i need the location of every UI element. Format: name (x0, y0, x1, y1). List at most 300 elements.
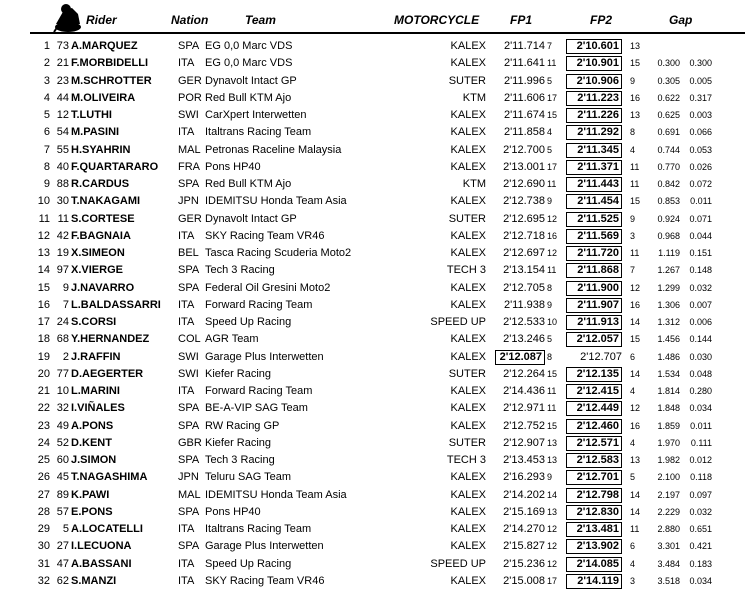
fp1-laps: 11 (547, 403, 557, 414)
fp2-time: 2'13.902 (566, 539, 622, 554)
nation: ITA (178, 57, 195, 70)
position: 15 (37, 281, 50, 294)
fp1-time: 2'14.270 (503, 523, 545, 535)
position: 2 (43, 57, 50, 70)
bike-number: 49 (56, 419, 69, 432)
fp1-time: 2'15.169 (503, 505, 545, 518)
motorcycle: KALEX (450, 419, 486, 432)
table-header (0, 0, 745, 36)
gap-previous: 0.118 (690, 472, 712, 483)
position: 27 (37, 488, 50, 501)
table-row (0, 383, 745, 400)
team-name: BE-A-VIP SAG Team (205, 402, 308, 415)
nation: MAL (178, 143, 201, 156)
position: 12 (37, 229, 50, 242)
gap-first: 0.924 (657, 213, 680, 224)
fp2-laps: 6 (630, 351, 636, 362)
motorcycle: KALEX (450, 126, 486, 139)
fp1-time: 2'11.938 (503, 298, 545, 311)
fp1-time: 2'12.971 (503, 402, 545, 415)
table-row (0, 331, 745, 348)
gap-previous: 0.026 (689, 161, 712, 172)
table-row (0, 349, 745, 366)
position: 32 (37, 574, 50, 587)
bike-number: 40 (56, 160, 69, 173)
motorcycle: KALEX (450, 57, 486, 70)
rider-name: L.BALDASSARRI (71, 298, 161, 311)
team-name: Dynavolt Intact GP (205, 74, 297, 87)
team-name: Speed Up Racing (205, 557, 292, 570)
nation: ITA (178, 298, 195, 311)
bike-number: 7 (62, 298, 69, 311)
fp2-laps: 3 (630, 575, 636, 586)
fp1-laps: 11 (547, 386, 557, 396)
nation: SPA (178, 540, 200, 553)
nation: SPA (178, 178, 200, 190)
position: 9 (43, 178, 50, 190)
fp2-laps: 14 (630, 506, 641, 517)
position: 7 (43, 143, 50, 156)
rider-name: S.CORSI (71, 316, 117, 328)
gap-first: 2.197 (657, 489, 680, 500)
fp1-time: 2'12.087 (495, 350, 545, 365)
nation: SWI (178, 109, 199, 121)
gap-previous: 0.144 (689, 334, 712, 345)
motorcycle: KALEX (450, 195, 486, 208)
bike-number: 52 (56, 436, 69, 449)
gap-first: 1.312 (657, 317, 680, 327)
fp1-time: 2'12.907 (503, 436, 545, 449)
fp1-laps: 11 (547, 179, 557, 189)
fp1-laps: 15 (547, 368, 558, 379)
team-name: Garage Plus Interwetten (205, 350, 324, 363)
fp1-laps: 8 (547, 351, 553, 362)
fp1-time: 2'11.606 (503, 91, 545, 104)
nation: SPA (178, 454, 200, 466)
table-row (0, 228, 745, 245)
position: 5 (43, 109, 50, 121)
table-row (0, 142, 745, 159)
bike-number: 68 (56, 333, 69, 346)
position: 22 (37, 402, 50, 415)
table-row (0, 73, 745, 90)
fp1-laps: 17 (547, 161, 558, 172)
gap-first: 1.814 (657, 386, 680, 396)
fp2-laps: 13 (630, 41, 641, 51)
header-gap: Gap (669, 13, 693, 27)
fp2-laps: 16 (630, 420, 641, 431)
fp1-laps: 12 (547, 541, 558, 552)
rider-name: A.PONS (71, 419, 114, 432)
fp1-time: 2'12.752 (503, 419, 545, 432)
fp2-time: 2'12.571 (566, 436, 622, 451)
motorcycle: KALEX (450, 247, 486, 259)
fp1-time: 2'12.718 (503, 229, 545, 242)
table-row (0, 124, 745, 141)
rider-name: X.SIMEON (71, 247, 125, 259)
fp2-laps: 15 (630, 58, 641, 69)
gap-first: 1.534 (657, 368, 680, 379)
rider-name: F.MORBIDELLI (71, 57, 148, 70)
nation: GER (178, 212, 202, 225)
bike-number: 19 (56, 247, 69, 259)
gap-previous: 0.034 (689, 575, 712, 586)
team-name: Pons HP40 (205, 505, 261, 518)
bike-number: 54 (56, 126, 69, 139)
rider-name: I.VIÑALES (71, 402, 125, 415)
bike-number: 21 (56, 57, 69, 70)
fp1-time: 2'13.246 (503, 333, 545, 346)
header-nation: Nation (171, 13, 209, 27)
fp2-laps: 15 (630, 334, 641, 345)
bike-number: 12 (56, 109, 69, 121)
nation: ITA (178, 126, 195, 139)
fp1-laps: 15 (547, 420, 558, 431)
gap-previous: 0.011 (690, 420, 712, 431)
fp2-time: 2'11.371 (566, 160, 622, 175)
nation: ITA (178, 574, 195, 587)
gap-first: 2.880 (657, 524, 680, 534)
fp2-laps: 4 (630, 437, 636, 448)
position: 3 (43, 74, 50, 87)
rider-name: H.SYAHRIN (71, 143, 131, 156)
fp2-time: 2'12.701 (566, 470, 622, 485)
motorcycle: KALEX (450, 229, 486, 242)
fp2-time: 2'11.868 (566, 263, 622, 278)
team-name: Red Bull KTM Ajo (205, 91, 292, 104)
team-name: Italtrans Racing Team (205, 523, 312, 535)
rider-name: F.BAGNAIA (71, 229, 131, 242)
team-name: Federal Oil Gresini Moto2 (205, 281, 331, 294)
nation: ITA (178, 557, 195, 570)
fp2-laps: 16 (630, 299, 641, 310)
nation: SPA (178, 40, 200, 52)
gap-first: 0.622 (657, 92, 680, 103)
nation: BEL (178, 247, 199, 259)
position: 19 (37, 350, 50, 363)
bike-number: 42 (56, 229, 69, 242)
fp1-laps: 13 (547, 455, 558, 465)
header-fp2: FP2 (590, 13, 613, 27)
table-row (0, 314, 745, 331)
fp2-time: 2'12.415 (566, 384, 622, 399)
fp2-time: 2'11.907 (566, 298, 622, 313)
fp1-laps: 12 (547, 248, 558, 258)
bike-number: 57 (56, 505, 69, 518)
gap-previous: 0.003 (689, 110, 712, 120)
fp1-time: 2'12.705 (503, 281, 545, 294)
gap-previous: 0.048 (689, 368, 712, 379)
nation: JPN (178, 471, 199, 484)
fp2-time: 2'11.900 (566, 281, 622, 296)
fp2-time: 2'12.798 (566, 488, 622, 503)
rider-name: J.NAVARRO (71, 281, 135, 294)
fp1-time: 2'13.001 (503, 160, 545, 173)
motorcycle: KTM (462, 178, 486, 190)
fp2-time: 2'11.223 (566, 91, 622, 106)
team-name: Petronas Raceline Malaysia (205, 143, 342, 156)
fp2-laps: 4 (630, 558, 636, 569)
fp2-laps: 5 (630, 472, 636, 483)
fp2-time: 2'12.449 (566, 401, 622, 416)
rider-name: M.SCHROTTER (71, 74, 152, 87)
fp1-laps: 12 (547, 213, 558, 224)
bike-number: 62 (56, 574, 69, 587)
fp1-time: 2'13.154 (503, 264, 545, 277)
fp2-laps: 12 (630, 282, 641, 293)
position: 25 (37, 454, 50, 466)
fp2-time: 2'12.583 (566, 453, 622, 468)
gap-first: 1.486 (657, 351, 680, 362)
fp2-time: 2'11.525 (566, 212, 622, 227)
gap-previous: 0.032 (689, 506, 712, 517)
team-name: Kiefer Racing (205, 436, 272, 449)
fp2-time: 2'12.707 (580, 350, 622, 363)
header-rider: Rider (86, 13, 117, 27)
team-name: Red Bull KTM Ajo (205, 178, 292, 190)
fp2-laps: 11 (630, 524, 640, 534)
bike-number: 10 (56, 385, 69, 397)
fp2-laps: 4 (630, 386, 636, 396)
gap-previous: 0.651 (689, 524, 712, 534)
motorcycle: KALEX (450, 350, 486, 363)
fp2-laps: 16 (630, 92, 641, 103)
fp1-laps: 13 (547, 437, 558, 448)
fp1-time: 2'11.996 (503, 74, 545, 87)
fp1-time: 2'12.690 (503, 178, 545, 190)
bike-number: 5 (62, 523, 69, 535)
position: 31 (37, 557, 50, 570)
nation: ITA (178, 316, 195, 328)
fp1-time: 2'11.674 (503, 109, 545, 121)
table-row (0, 90, 745, 107)
gap-previous: 0.034 (689, 403, 712, 414)
gap-first: 2.100 (657, 472, 680, 483)
bike-number: 23 (56, 74, 69, 87)
motorcycle: KALEX (450, 333, 486, 346)
bike-number: 73 (56, 40, 69, 52)
table-row (0, 452, 745, 469)
nation: GBR (178, 436, 202, 449)
table-row (0, 159, 745, 176)
position: 8 (43, 160, 50, 173)
rider-name: F.QUARTARARO (71, 160, 159, 173)
fp2-laps: 4 (630, 144, 636, 155)
gap-previous: 0.071 (689, 213, 712, 224)
gap-previous: 0.280 (689, 386, 712, 396)
table-row (0, 245, 745, 262)
fp2-time: 2'10.906 (566, 74, 622, 89)
gap-previous: 0.183 (689, 558, 712, 569)
gap-first: 1.982 (657, 455, 680, 465)
fp1-time: 2'15.236 (503, 557, 545, 570)
position: 1 (43, 40, 50, 52)
fp1-time: 2'15.827 (503, 540, 545, 553)
motorcycle: KALEX (450, 402, 486, 415)
nation: POR (178, 91, 202, 104)
gap-first: 1.306 (657, 299, 680, 310)
rider-name: J.RAFFIN (71, 350, 121, 363)
nation: ITA (178, 385, 195, 397)
fp2-time: 2'10.601 (566, 39, 622, 54)
gap-previous: 0.011 (690, 196, 712, 207)
gap-first: 0.305 (657, 75, 680, 86)
fp2-time: 2'12.460 (566, 419, 622, 434)
gap-previous: 0.421 (689, 541, 712, 552)
fp2-laps: 11 (630, 179, 640, 189)
motorcycle: SPEED UP (430, 557, 486, 570)
rider-name: D.KENT (71, 436, 112, 449)
fp2-laps: 13 (630, 110, 641, 120)
team-name: IDEMITSU Honda Team Asia (205, 488, 347, 501)
fp1-time: 2'14.436 (503, 385, 545, 397)
table-row (0, 107, 745, 124)
team-name: Teluru SAG Team (205, 471, 292, 484)
motorcycle: TECH 3 (446, 454, 486, 466)
team-name: Italtrans Racing Team (205, 126, 312, 139)
nation: ITA (178, 523, 195, 535)
team-name: Forward Racing Team (205, 385, 313, 397)
position: 20 (37, 367, 50, 380)
fp1-laps: 13 (547, 506, 558, 517)
bike-number: 60 (56, 454, 69, 466)
rider-name: I.LECUONA (71, 540, 132, 553)
team-name: Dynavolt Intact GP (205, 212, 297, 225)
position: 13 (37, 247, 50, 259)
motorcycle: KALEX (450, 298, 486, 311)
position: 21 (37, 385, 50, 397)
fp1-time: 2'14.202 (503, 488, 545, 501)
gap-first: 3.301 (657, 541, 680, 552)
rider-name: K.PAWI (71, 488, 110, 501)
gap-first: 0.691 (657, 127, 680, 138)
nation: SWI (178, 367, 199, 380)
position: 17 (37, 316, 50, 328)
fp2-laps: 9 (630, 75, 636, 86)
rider-name: M.OLIVEIRA (71, 91, 136, 104)
nation: FRA (178, 160, 200, 173)
bike-number: 89 (56, 488, 69, 501)
team-name: Tech 3 Racing (205, 264, 275, 277)
fp1-laps: 4 (547, 127, 553, 138)
rider-name: R.CARDUS (71, 178, 130, 190)
gap-first: 2.229 (657, 506, 680, 517)
fp1-laps: 10 (547, 317, 558, 327)
rider-name: L.MARINI (71, 385, 120, 397)
gap-previous: 0.151 (689, 248, 712, 258)
motorcycle: KALEX (450, 40, 486, 52)
fp1-laps: 14 (547, 489, 558, 500)
gap-first: 0.968 (657, 230, 680, 241)
motorcycle: SUTER (448, 74, 486, 87)
team-name: SKY Racing Team VR46 (205, 229, 325, 242)
fp2-laps: 11 (630, 248, 640, 258)
fp1-laps: 9 (547, 472, 553, 483)
gap-previous: 0.005 (689, 75, 712, 86)
rider-name: X.VIERGE (71, 264, 123, 277)
fp2-laps: 11 (630, 161, 640, 172)
nation: JPN (178, 195, 199, 208)
bike-number: 11 (57, 212, 69, 225)
rider-name: S.MANZI (71, 574, 117, 587)
gap-previous: 0.066 (689, 127, 712, 138)
motorcycle: KALEX (450, 160, 486, 173)
gap-first: 0.625 (657, 110, 680, 120)
team-name: CarXpert Interwetten (205, 109, 307, 121)
gap-previous: 0.044 (689, 230, 712, 241)
rider-name: T.NAGASHIMA (71, 471, 148, 484)
position: 10 (37, 195, 50, 208)
bike-number: 88 (56, 178, 69, 190)
gap-previous: 0.012 (689, 455, 712, 465)
table-row (0, 366, 745, 383)
fp1-laps: 5 (547, 75, 553, 86)
table-row (0, 55, 745, 72)
gap-first: 1.119 (658, 248, 680, 258)
motorcycle: KALEX (450, 281, 486, 294)
nation: GER (178, 74, 202, 87)
fp1-laps: 7 (547, 41, 553, 51)
rider-name: T.NAKAGAMI (71, 195, 141, 208)
bike-number: 30 (56, 195, 69, 208)
fp1-laps: 9 (547, 299, 553, 310)
rider-name: T.LUTHI (71, 109, 112, 121)
gap-previous: 0.148 (689, 265, 712, 276)
fp2-time: 2'11.443 (566, 177, 622, 192)
rider-name: M.PASINI (71, 126, 120, 139)
position: 28 (37, 505, 50, 518)
team-name: Pons HP40 (205, 160, 261, 173)
gap-previous: 0.006 (689, 317, 712, 327)
gap-previous: 0.053 (689, 144, 712, 155)
bike-number: 27 (56, 540, 69, 553)
table-row (0, 211, 745, 228)
fp2-laps: 6 (630, 541, 636, 552)
position: 14 (37, 264, 50, 277)
position: 16 (37, 298, 50, 311)
fp2-laps: 14 (630, 368, 641, 379)
rider-name: D.AEGERTER (71, 367, 144, 380)
rider-name: E.PONS (71, 505, 113, 518)
header-divider (30, 32, 745, 34)
bike-number: 77 (56, 367, 69, 380)
nation: COL (178, 333, 201, 346)
rider-name: A.MARQUEZ (71, 40, 138, 52)
nation: MAL (178, 488, 201, 501)
fp2-laps: 13 (630, 455, 641, 465)
table-row (0, 504, 745, 521)
gap-first: 3.518 (657, 575, 680, 586)
rider-name: A.LOCATELLI (71, 523, 143, 535)
bike-number: 45 (56, 471, 69, 484)
motorcycle: KALEX (450, 385, 486, 397)
motorcycle-rider-icon (50, 2, 86, 34)
fp1-laps: 11 (547, 58, 557, 69)
fp2-time: 2'12.057 (566, 332, 622, 347)
motorcycle: KALEX (450, 574, 486, 587)
fp2-time: 2'11.226 (566, 108, 622, 123)
gap-first: 1.848 (657, 403, 680, 414)
motorcycle: KALEX (450, 505, 486, 518)
table-row (0, 262, 745, 279)
fp2-laps: 9 (630, 213, 636, 224)
nation: SPA (178, 402, 200, 415)
motorcycle: TECH 3 (446, 264, 486, 277)
position: 4 (43, 91, 50, 104)
table-row (0, 193, 745, 210)
table-row (0, 573, 745, 590)
motorcycle: SPEED UP (430, 316, 486, 328)
